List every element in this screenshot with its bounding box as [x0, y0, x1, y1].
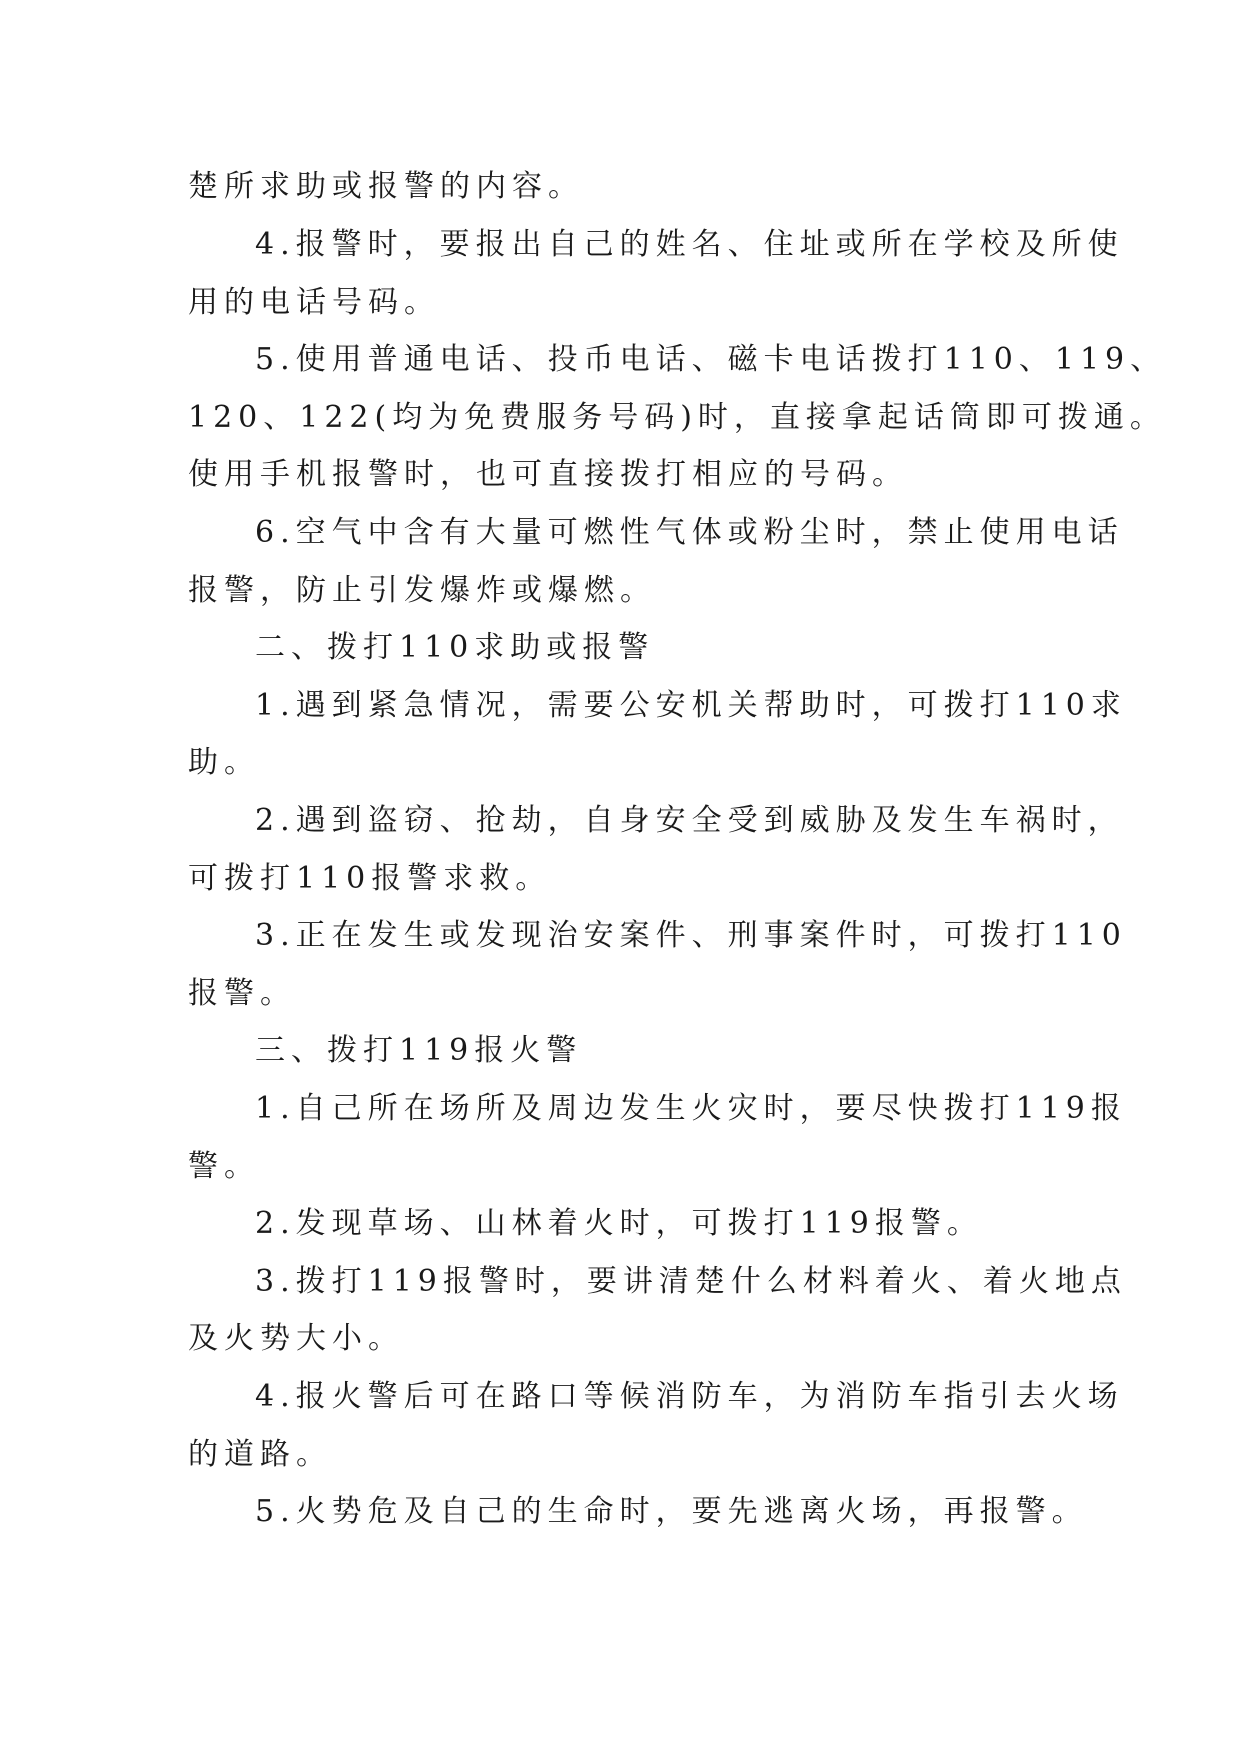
- text-line: 警。: [188, 1149, 260, 1184]
- text-line: 楚所求助或报警的内容。: [188, 169, 584, 204]
- text-line: 120、122(均为免费服务号码)时，直接拿起话筒即可拨通。: [188, 400, 1166, 435]
- text-line: 及火势大小。: [188, 1321, 404, 1356]
- text-line: 报警，防止引发爆炸或爆燃。: [188, 573, 656, 608]
- text-line: 1.遇到紧急情况，需要公安机关帮助时，可拨打110求: [255, 688, 1127, 723]
- text-line: 5.火势危及自己的生命时，要先逃离火场，再报警。: [255, 1494, 1088, 1529]
- text-line: 4.报火警后可在路口等候消防车，为消防车指引去火场: [255, 1379, 1124, 1414]
- text-line: 使用手机报警时，也可直接拨打相应的号码。: [188, 457, 908, 492]
- text-line: 3.正在发生或发现治安案件、刑事案件时，可拨打110: [255, 918, 1127, 953]
- text-line: 3.拨打119报警时，要讲清楚什么材料着火、着火地点: [255, 1264, 1127, 1299]
- text-line: 4.报警时，要报出自己的姓名、住址或所在学校及所使: [255, 227, 1124, 262]
- text-line: 用的电话号码。: [188, 285, 440, 320]
- text-line: 5.使用普通电话、投币电话、磁卡电话拨打110、119、: [255, 342, 1167, 377]
- text-line: 可拨打110报警求救。: [188, 861, 552, 896]
- text-line: 2.遇到盗窃、抢劫，自身安全受到威胁及发生车祸时，: [255, 803, 1124, 838]
- text-line: 报警。: [188, 976, 296, 1011]
- section-heading: 三、拨打119报火警: [255, 1033, 583, 1068]
- text-line: 2.发现草场、山林着火时，可拨打119报警。: [255, 1206, 983, 1241]
- text-line: 1.自己所在场所及周边发生火灾时，要尽快拨打119报: [255, 1091, 1127, 1126]
- text-line: 6.空气中含有大量可燃性气体或粉尘时，禁止使用电话: [255, 515, 1124, 550]
- section-heading: 二、拨打110求助或报警: [255, 630, 655, 665]
- text-line: 助。: [188, 745, 260, 780]
- text-line: 的道路。: [188, 1437, 332, 1472]
